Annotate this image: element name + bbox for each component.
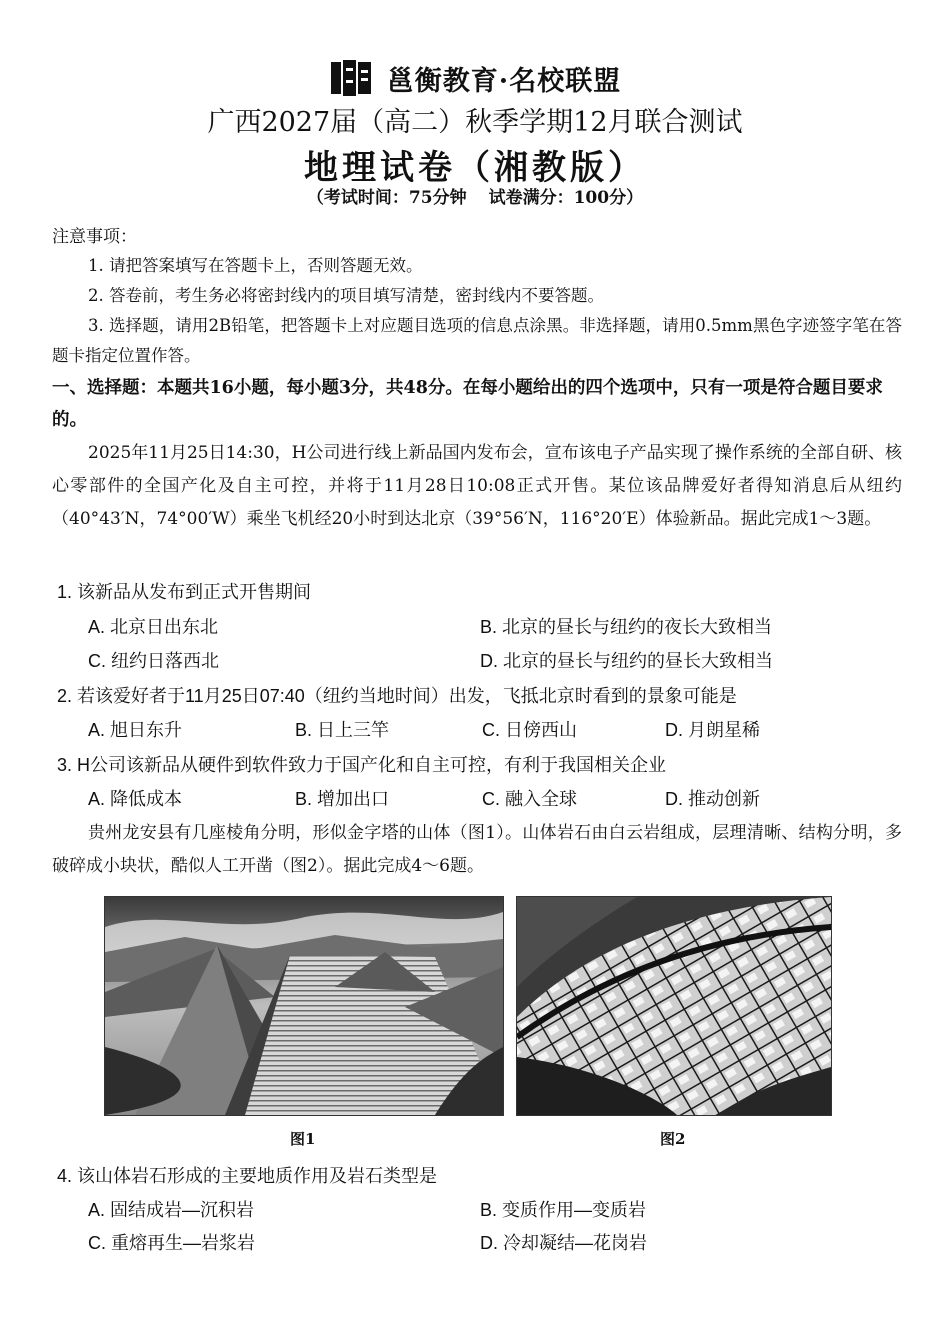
q2-option-c: C. 日傍西山 [482, 720, 578, 740]
paper-title: 地理试卷（湘教版） [304, 148, 646, 188]
q3-option-d: D. 推动创新 [665, 789, 761, 809]
q2-option-a: A. 旭日东升 [88, 720, 183, 740]
exam-meta [0, 183, 950, 208]
q1-option-d: D. 北京的昼长与纽约的昼长大致相当 [480, 651, 773, 671]
q4-option-b: B. 变质作用—变质岩 [480, 1200, 647, 1220]
q2-option-d: D. 月朗星稀 [665, 720, 761, 740]
brand-header [0, 58, 950, 98]
pyramid-mountain-illustration [105, 897, 503, 1115]
figure-2-photo [516, 896, 832, 1116]
q3-option-c: C. 融入全球 [482, 789, 578, 809]
q4-option-c: C. 重熔再生—岩浆岩 [88, 1233, 256, 1253]
figure-2-caption: 图2 [660, 1130, 686, 1148]
question-1-stem: 1. 该新品从发布到正式开售期间 [57, 582, 312, 602]
passage-2: 贵州龙安县有几座棱角分明，形似金字塔的山体（图1）。山体岩石由白云岩组成，层理清晰、结构分明，多破碎成小块状，酷似人工开凿（图2）。据此完成4～6题。 [52, 823, 902, 876]
q1-option-a: A. 北京日出东北 [88, 617, 219, 637]
passage-1: 2025年11月25日14:30，H公司进行线上新品国内发布会，宣布该电子产品实现了操作系统的全部自研、核心零部件的全国产化及自主可控，并将于11月28日10:08正式开售。某位该品牌爱好者得知消息后从纽约（40°43′N，74°00′W）乘坐飞机经20小时到达北京（39°56′N，116°20′E）体验新品。据此完成1～3题。 [52, 443, 902, 529]
book-logo-icon [329, 58, 373, 98]
notes-heading: 注意事项： [52, 227, 137, 247]
question-4-stem: 4. 该山体岩石形成的主要地质作用及岩石类型是 [57, 1166, 438, 1186]
note-item: 3. 选择题，请用2B铅笔，把答题卡上对应题目选项的信息点涂黑。非选择题，请用0.5mm黑色字迹签字笔在答题卡指定位置作答。 [52, 316, 902, 365]
note-item: 2. 答卷前，考生务必将密封线内的项目填写清楚，密封线内不要答题。 [88, 286, 604, 305]
note-item: 1. 请把答案填写在答题卡上，否则答题无效。 [88, 256, 423, 275]
figure-1-photo [104, 896, 504, 1116]
q2-option-b: B. 日上三竿 [295, 720, 390, 740]
question-2-stem: 2. 若该爱好者于11月25日07:40（纽约当地时间）出发，飞抵北京时看到的景象可能是 [57, 686, 737, 706]
brand-name: 邕衡教育·名校联盟 [386, 65, 622, 97]
q1-option-b: B. 北京的昼长与纽约的夜长大致相当 [480, 617, 773, 637]
q3-option-b: B. 增加出口 [295, 789, 390, 809]
figure-1-caption: 图1 [290, 1130, 316, 1148]
full-score: 试卷满分：100分） [488, 188, 644, 208]
question-3-stem: 3. H公司该新品从硬件到软件致力于国产化和自主可控，有利于我国相关企业 [57, 755, 667, 775]
q3-option-a: A. 降低成本 [88, 789, 183, 809]
exam-subtitle: 广西2027届（高二）秋季学期12月联合测试 [207, 107, 743, 138]
section-heading: 一、选择题：本题共16小题，每小题3分，共48分。在每小题给出的四个选项中，只有一项是符合题目要求的。 [52, 378, 883, 430]
q4-option-a: A. 固结成岩—沉积岩 [88, 1200, 255, 1220]
q1-option-c: C. 纽约日落西北 [88, 651, 220, 671]
exam-time: （考试时间：75分钟 [306, 188, 467, 208]
fractured-rock-illustration [517, 897, 831, 1115]
q4-option-d: D. 冷却凝结—花岗岩 [480, 1233, 648, 1253]
